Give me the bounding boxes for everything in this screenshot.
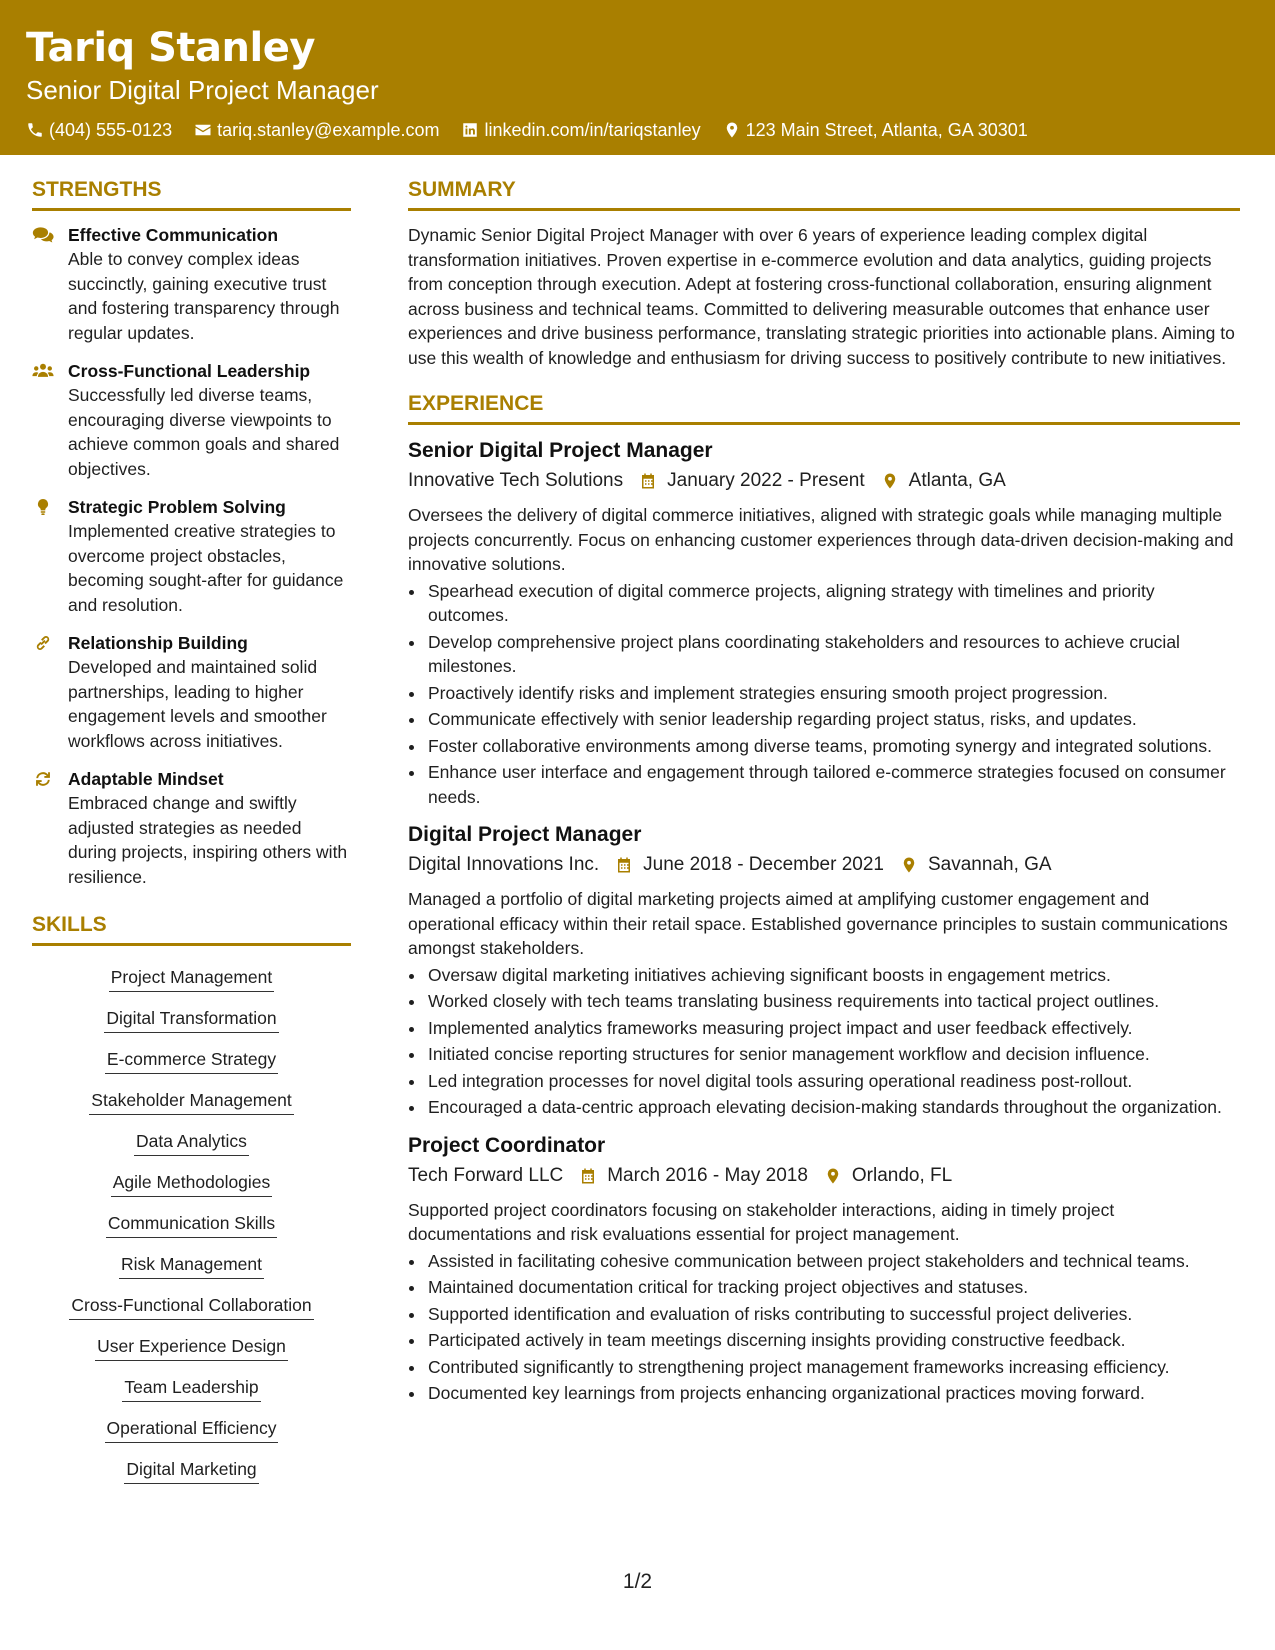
job-description: Supported project coordinators focusing on stakeholder interactions, aiding in timely project documentations and risk evaluations essential for project management. bbox=[408, 1199, 1115, 1244]
strength-title: Effective Communication bbox=[68, 225, 279, 245]
job-location: Atlanta, GA bbox=[908, 470, 1006, 491]
contact-email[interactable] bbox=[194, 118, 439, 142]
skills-heading: SKILLS bbox=[32, 911, 351, 946]
strength-item bbox=[32, 359, 351, 481]
job-bullet: • Foster collaborative environments among diverse teams, promoting synergy and integrated solutions. bbox=[426, 734, 1240, 759]
experience-heading: EXPERIENCE bbox=[408, 390, 1240, 425]
job-bullet: • Communicate effectively with senior leadership regarding project status, risks, and updates. bbox=[426, 707, 1240, 732]
strength-title: Relationship Building bbox=[68, 633, 248, 653]
contact-address bbox=[723, 118, 1028, 142]
link-icon bbox=[32, 634, 54, 652]
skill-tag: Digital Marketing bbox=[124, 1457, 258, 1484]
job-bullets bbox=[408, 1249, 1240, 1406]
strength-description: Embraced change and swiftly adjusted strategies as needed during projects, inspiring others with resilience. bbox=[68, 793, 348, 887]
skill-tag: Stakeholder Management bbox=[89, 1088, 293, 1115]
skill-tag: Risk Management bbox=[119, 1252, 264, 1279]
job-dates: June 2018 - December 2021 bbox=[643, 854, 884, 875]
job-bullets bbox=[408, 963, 1240, 1120]
job-title: Project Coordinator bbox=[408, 1133, 606, 1157]
skill-list bbox=[32, 958, 351, 1491]
job-bullet: • Participated actively in team meetings discerning insights providing constructive feedback. bbox=[426, 1328, 1240, 1353]
candidate-name: Tariq Stanley bbox=[26, 25, 315, 71]
address-text: 123 Main Street, Atlanta, GA 30301 bbox=[745, 120, 1028, 140]
skill-tag: Team Leadership bbox=[122, 1375, 260, 1402]
skill-tag: Project Management bbox=[109, 965, 274, 992]
strength-item bbox=[32, 631, 351, 753]
skill-tag: E-commerce Strategy bbox=[105, 1047, 278, 1074]
phone-text: (404) 555-0123 bbox=[49, 120, 173, 140]
job-description: Managed a portfolio of digital marketing projects aimed at amplifying customer engagement and operational efficacy within their retail space. Established governance principles to sustain communications amongst stakeholders. bbox=[408, 889, 1228, 958]
job-bullet: • Documented key learnings from projects enhancing organizational practices moving forward. bbox=[426, 1381, 1240, 1406]
skill-tag: Operational Efficiency bbox=[105, 1416, 279, 1443]
company-name: Innovative Tech Solutions bbox=[408, 470, 624, 491]
company-name: Digital Innovations Inc. bbox=[408, 854, 600, 875]
page-number: 1/2 bbox=[622, 1570, 653, 1593]
envelope-icon bbox=[194, 121, 212, 139]
email-text: tariq.stanley@example.com bbox=[217, 120, 440, 140]
strength-description: Implemented creative strategies to overcome project obstacles, becoming sought-after for guidance and resolution. bbox=[68, 521, 344, 615]
experience-entry bbox=[408, 437, 1240, 809]
left-column bbox=[32, 176, 351, 1491]
linkedin-text: linkedin.com/in/tariqstanley bbox=[484, 120, 701, 140]
job-bullet: • Proactively identify risks and implement strategies ensuring smooth project progression. bbox=[426, 681, 1240, 706]
job-bullet: • Led integration processes for novel digital tools assuring operational readiness post-rollout. bbox=[426, 1069, 1240, 1094]
skill-tag: Data Analytics bbox=[134, 1129, 249, 1156]
resume-header bbox=[0, 0, 1275, 155]
job-dates: January 2022 - Present bbox=[667, 470, 865, 491]
location-pin-icon bbox=[824, 1167, 842, 1185]
linkedin-icon bbox=[461, 121, 479, 139]
summary-text: Dynamic Senior Digital Project Manager with over 6 years of experience leading complex digital transformation initiatives. Proven expertise in e-commerce evolution and data analytics, guiding projects from conception through execution. Adept at fostering cross-functional collaboration, ensuring alignment across business and technical teams. Committed to delivering measurable outcomes that enhance user experiences and drive business performance, translating strategic priorities into actionable plans. Aiming to use this wealth of knowledge and enthusiasm for driving success to positively contribute to new initiatives. bbox=[408, 225, 1235, 368]
job-bullet: • Worked closely with tech teams translating business requirements into tactical project outlines. bbox=[426, 989, 1240, 1014]
job-bullet: • Initiated concise reporting structures for senior management workflow and decision influence. bbox=[426, 1042, 1240, 1067]
skill-tag: Cross-Functional Collaboration bbox=[69, 1293, 313, 1320]
job-title: Digital Project Manager bbox=[408, 823, 642, 846]
strength-description: Developed and maintained solid partnerships, leading to higher engagement levels and smoother workflows across initiatives. bbox=[68, 657, 327, 751]
job-bullet: • Maintained documentation critical for tracking project objectives and statuses. bbox=[426, 1275, 1240, 1300]
strength-title: Strategic Problem Solving bbox=[68, 497, 286, 517]
strengths-heading: STRENGTHS bbox=[32, 176, 351, 211]
strength-description: Successfully led diverse teams, encouraging diverse viewpoints to achieve common goals and shared objectives. bbox=[68, 385, 340, 479]
job-meta bbox=[408, 467, 1240, 495]
job-title: Senior Digital Project Manager bbox=[408, 439, 713, 462]
strength-item bbox=[32, 495, 351, 617]
right-column bbox=[408, 176, 1240, 1418]
calendar-icon bbox=[639, 472, 657, 490]
job-location: Orlando, FL bbox=[851, 1164, 953, 1186]
job-bullets bbox=[408, 579, 1240, 810]
contact-linkedin[interactable] bbox=[461, 118, 700, 142]
sync-icon bbox=[32, 770, 54, 788]
job-bullet: • Implemented analytics frameworks measuring project impact and user feedback effectively. bbox=[426, 1016, 1240, 1041]
location-pin-icon bbox=[900, 856, 918, 874]
job-bullet: • Encouraged a data-centric approach elevating decision-making standards throughout the organization. bbox=[426, 1095, 1240, 1120]
location-pin-icon bbox=[881, 472, 899, 490]
phone-icon bbox=[26, 121, 44, 139]
job-location: Savannah, GA bbox=[928, 854, 1052, 875]
job-description: Oversees the delivery of digital commerce initiatives, aligned with strategic goals while managing multiple projects concurrently. Focus on enhancing customer experiences through data-driven decision-making and innovative solutions. bbox=[408, 505, 1234, 574]
lightbulb-icon bbox=[32, 498, 54, 516]
job-dates: March 2016 - May 2018 bbox=[607, 1164, 808, 1186]
strength-item bbox=[32, 767, 351, 889]
skill-tag: Communication Skills bbox=[106, 1211, 277, 1238]
job-bullet: • Oversaw digital marketing initiatives achieving significant boosts in engagement metrics. bbox=[426, 963, 1240, 988]
location-pin-icon bbox=[723, 121, 741, 139]
job-bullet: • Contributed significantly to strengthening project management frameworks increasing efficiency. bbox=[426, 1355, 1240, 1380]
job-meta bbox=[408, 1162, 1240, 1190]
users-icon bbox=[32, 362, 54, 380]
summary-heading: SUMMARY bbox=[408, 176, 1240, 211]
job-bullet: • Spearhead execution of digital commerce projects, aligning strategy with timelines and priority outcomes. bbox=[426, 579, 1240, 628]
strength-title: Cross-Functional Leadership bbox=[68, 361, 311, 381]
job-bullet: • Develop comprehensive project plans coordinating stakeholders and resources to achieve crucial milestones. bbox=[426, 630, 1240, 679]
job-meta bbox=[408, 851, 1240, 879]
contact-bar bbox=[26, 118, 1249, 142]
skills-section bbox=[32, 911, 351, 1491]
strength-title: Adaptable Mindset bbox=[68, 769, 224, 789]
skill-tag: User Experience Design bbox=[95, 1334, 288, 1361]
skill-tag: Agile Methodologies bbox=[111, 1170, 273, 1197]
candidate-title: Senior Digital Project Manager bbox=[26, 75, 379, 105]
experience-entry bbox=[408, 821, 1240, 1120]
comments-icon bbox=[32, 226, 54, 244]
company-name: Tech Forward LLC bbox=[408, 1164, 564, 1186]
strength-description: Able to convey complex ideas succinctly, gaining executive trust and fostering transparency through regular updates. bbox=[68, 249, 340, 343]
job-bullet: • Assisted in facilitating cohesive communication between project stakeholders and technical teams. bbox=[426, 1249, 1240, 1274]
strength-item bbox=[32, 223, 351, 345]
calendar-icon bbox=[615, 856, 633, 874]
calendar-icon bbox=[579, 1167, 597, 1185]
contact-phone[interactable] bbox=[26, 118, 172, 142]
job-bullet: • Enhance user interface and engagement through tailored e-commerce strategies focused on consumer needs. bbox=[426, 760, 1240, 809]
job-bullet: • Supported identification and evaluation of risks contributing to successful project deliveries. bbox=[426, 1302, 1240, 1327]
experience-entry bbox=[408, 1132, 1240, 1406]
skill-tag: Digital Transformation bbox=[104, 1006, 278, 1033]
